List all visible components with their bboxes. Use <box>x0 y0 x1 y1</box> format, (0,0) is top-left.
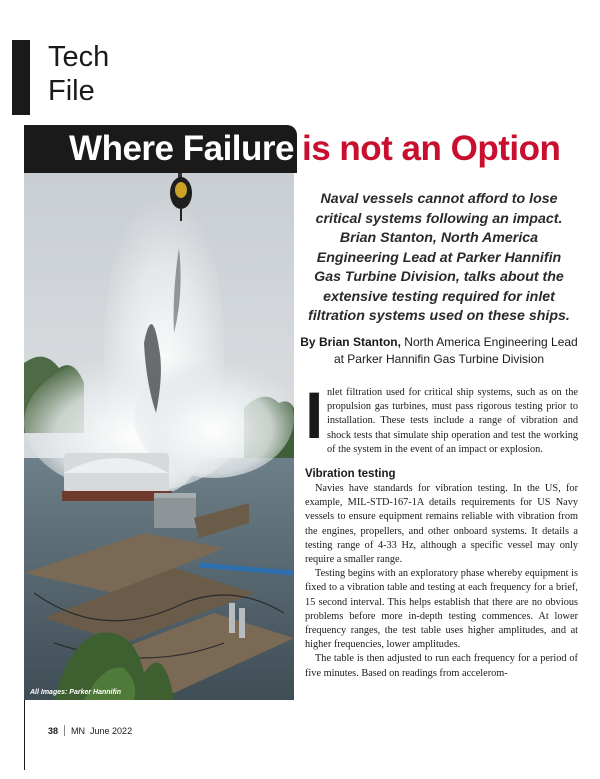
folio-divider <box>64 725 65 736</box>
section-label-line2: File <box>48 75 95 107</box>
body-paragraph-3: Testing begins with an exploratory phase whereby equipment is fixed to a vibration table and testing at each frequency for a brief, 15 second interval. This helps establish that there are no obvious problems before more in-depth testing commences. At lower frequency ranges, the test table uses higher amplitudes, and at higher frequencies, lower amplitudes. <box>305 568 578 651</box>
article-body <box>305 378 578 681</box>
section-label <box>48 40 109 108</box>
byline-author: By Brian Stanton, <box>300 335 401 349</box>
hero-photo <box>24 173 294 700</box>
body-paragraph-4: The table is then adjusted to run each frequency for a period of five minutes. Based on readings from accelerom- <box>305 653 578 679</box>
publication-name: MN <box>71 726 86 736</box>
byline-role-line2: at Parker Hannifin Gas Turbine Division <box>333 352 545 366</box>
headline-part2: is not an Option <box>302 129 561 168</box>
body-paragraph-2: Navies have standards for vibration testing. In the US, for example, MIL-STD-167-1A details requirements for US Navy vessels to ensure equipment remains reliable with vibration from the engines, propellers, and other onboard systems. It details a testing range of 4-33 Hz, although a specific vessel may only require a smaller range. <box>305 483 578 566</box>
photo-credit: All Images: Parker Hannifin <box>30 689 122 696</box>
article-deck: Naval vessels cannot afford to lose critical systems following an impact. Brian Stanton, North America Engineering Lead at Parker Hannifin Gas Turbine Division, talks about the extensive testing required for inlet filtration systems used on these ships. <box>308 191 570 324</box>
byline-role-line1: North America Engineering Lead <box>400 335 578 349</box>
section-bar <box>12 40 30 115</box>
section-label-line1: Tech <box>48 41 110 73</box>
subhead-vibration-testing: Vibration testing <box>305 468 396 481</box>
headline-part1: Where Failure <box>69 129 294 168</box>
page-folio <box>48 725 132 736</box>
drop-cap: I <box>305 378 324 452</box>
page-number: 38 <box>48 726 59 736</box>
issue-date: June 2022 <box>90 726 133 736</box>
byline <box>300 334 578 368</box>
body-paragraph-1: I nlet filtration used for critical ship systems, such as on the propulsion gas turbines, must pass rigorous testing prior to installation. These tests include a range of vibration and shock tests that simulate ship operation and test the working of the system in the event of an impact or explosion. <box>305 378 578 455</box>
